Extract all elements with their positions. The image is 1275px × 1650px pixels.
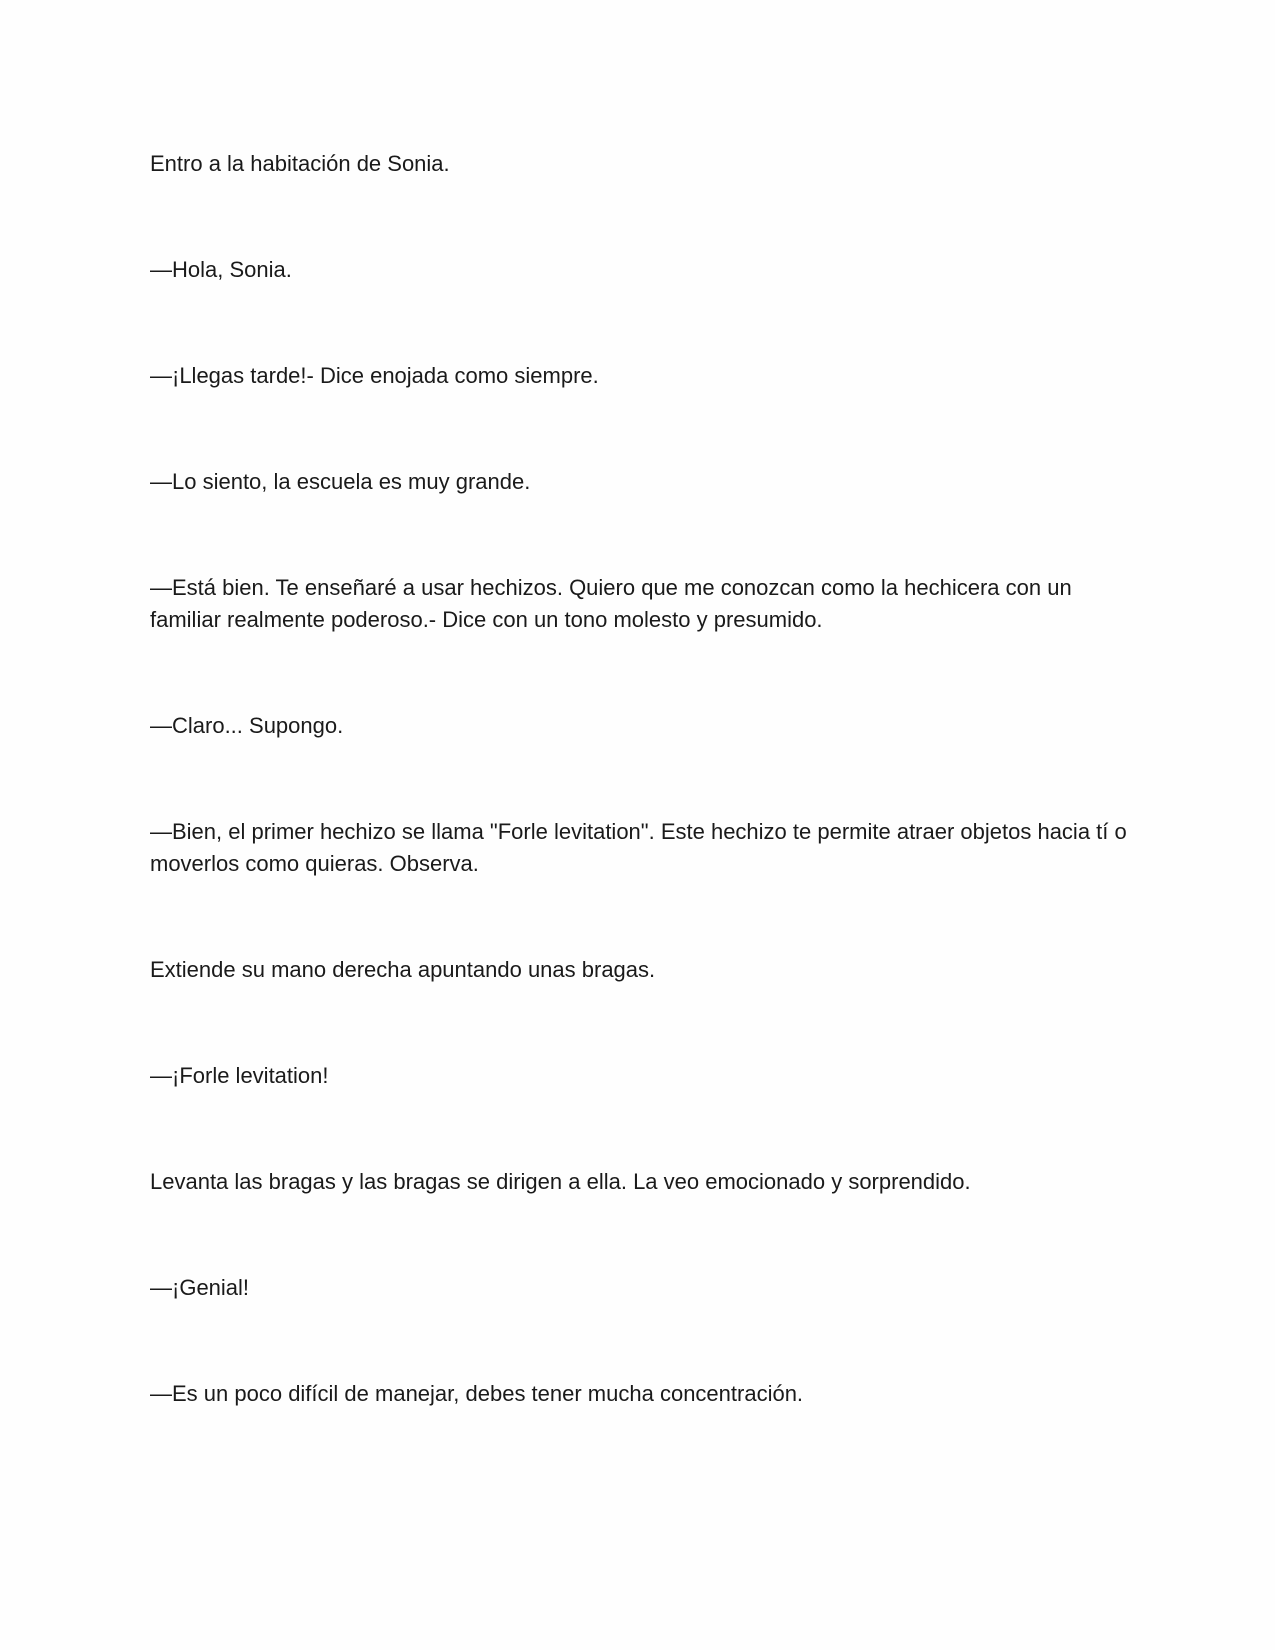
paragraph: Entro a la habitación de Sonia.: [150, 151, 450, 176]
paragraph: Extiende su mano derecha apuntando unas bragas.: [150, 957, 656, 982]
paragraph: —Lo siento, la escuela es muy grande.: [150, 469, 531, 494]
paragraph: —¡Genial!: [150, 1275, 250, 1300]
paragraph: —Claro... Supongo.: [150, 713, 344, 738]
paragraph: —Bien, el primer hechizo se llama "Forle levitation". Este hechizo te permite atraer objetos hacia tí o moverlos como quieras. Observa.: [150, 819, 1127, 876]
paragraph: —¡Llegas tarde!- Dice enojada como siempre.: [150, 363, 599, 388]
paragraph: —Está bien. Te enseñaré a usar hechizos. Quiero que me conozcan como la hechicera con un familiar realmente poderoso.- Dice con un tono molesto y presumido.: [150, 575, 1072, 632]
paragraph: —Hola, Sonia.: [150, 257, 292, 282]
paragraph: —Es un poco difícil de manejar, debes tener mucha concentración.: [150, 1381, 804, 1406]
paragraph: Levanta las bragas y las bragas se dirigen a ella. La veo emocionado y sorprendido.: [150, 1169, 971, 1194]
paragraph: —¡Forle levitation!: [150, 1063, 329, 1088]
